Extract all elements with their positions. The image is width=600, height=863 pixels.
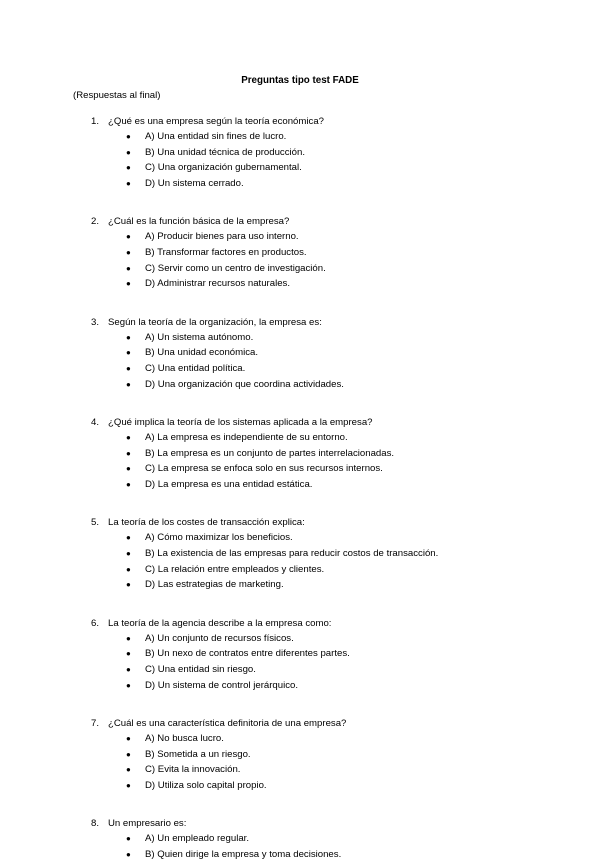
answer-option-text: A) No busca lucro.	[145, 733, 224, 745]
answer-option-text: D) Un sistema cerrado.	[145, 178, 244, 190]
answer-option	[0, 276, 600, 292]
answer-option-text: C) Servir como un centro de investigación.	[145, 262, 326, 274]
question-item	[0, 214, 600, 292]
answer-option	[0, 261, 600, 277]
question-text: ¿Qué implica la teoría de los sistemas aplicada a la empresa?	[108, 417, 373, 429]
document-title: Preguntas tipo test FADE	[241, 75, 359, 86]
answer-option	[0, 678, 600, 694]
bullet-icon: ●	[126, 448, 131, 458]
answer-option-text: A) Un conjunto de recursos físicos.	[145, 632, 294, 644]
bullet-icon: ●	[126, 549, 131, 559]
question-text: ¿Cuál es una característica definitoria de una empresa?	[108, 718, 347, 730]
question-item	[0, 415, 600, 493]
bullet-icon: ●	[126, 480, 131, 490]
question-text: La teoría de la agencia describe a la empresa como:	[108, 617, 332, 629]
bullet-icon: ●	[126, 248, 131, 258]
bullet-icon: ●	[126, 232, 131, 242]
bullet-icon: ●	[126, 765, 131, 775]
bullet-icon: ●	[126, 364, 131, 374]
bullet-icon: ●	[126, 564, 131, 574]
answer-option	[0, 345, 600, 361]
answer-option	[0, 477, 600, 493]
question-item	[0, 616, 600, 694]
answer-option	[0, 229, 600, 245]
answer-option-text: C) La relación entre empleados y clientes.	[145, 563, 325, 575]
answer-option	[0, 662, 600, 678]
question-item	[0, 716, 600, 794]
answer-option-text: C) Una organización gubernamental.	[145, 162, 302, 174]
answer-option-text: C) Evita la innovación.	[145, 764, 241, 776]
answer-option	[0, 577, 600, 593]
answer-option-text: C) Una entidad sin riesgo.	[145, 664, 256, 676]
answer-option	[0, 847, 600, 863]
answer-option	[0, 245, 600, 261]
question-line	[0, 415, 600, 430]
bullet-icon: ●	[126, 749, 131, 759]
question-text: Según la teoría de la organización, la empresa es:	[108, 316, 322, 328]
answer-option	[0, 461, 600, 477]
answer-option	[0, 446, 600, 462]
answer-option-text: A) Producir bienes para uso interno.	[145, 231, 299, 243]
answer-option	[0, 747, 600, 763]
answer-option	[0, 430, 600, 446]
question-number: 5.	[91, 517, 100, 529]
question-item	[0, 315, 600, 393]
answer-option	[0, 831, 600, 847]
answer-option-text: B) Sometida a un riesgo.	[145, 748, 251, 760]
answer-option	[0, 160, 600, 176]
bullet-icon: ●	[126, 533, 131, 543]
answer-option	[0, 778, 600, 794]
bullet-icon: ●	[126, 665, 131, 675]
bullet-icon: ●	[126, 734, 131, 744]
question-line	[0, 816, 600, 831]
answer-option-text: A) Un sistema autónomo.	[145, 331, 254, 343]
answer-option	[0, 129, 600, 145]
bullet-icon: ●	[126, 633, 131, 643]
question-line	[0, 515, 600, 530]
answer-option	[0, 546, 600, 562]
question-line	[0, 214, 600, 229]
question-number: 8.	[91, 818, 100, 830]
question-item	[0, 515, 600, 593]
bullet-icon: ●	[126, 433, 131, 443]
answer-option-text: B) La existencia de las empresas para reducir costos de transacción.	[145, 548, 439, 560]
answer-option	[0, 731, 600, 747]
question-item	[0, 114, 600, 192]
question-number: 6.	[91, 617, 100, 629]
question-item	[0, 816, 600, 862]
question-number: 1.	[91, 116, 100, 127]
answer-option-text: B) Transformar factores en productos.	[145, 247, 307, 259]
answer-option	[0, 631, 600, 647]
bullet-icon: ●	[126, 834, 131, 844]
answer-option	[0, 176, 600, 192]
bullet-icon: ●	[126, 179, 131, 189]
answer-option	[0, 145, 600, 161]
question-number: 3.	[91, 316, 100, 328]
bullet-icon: ●	[126, 649, 131, 659]
question-line	[0, 716, 600, 731]
answer-option-text: D) Una organización que coordina actividades.	[145, 378, 344, 390]
answer-option	[0, 762, 600, 778]
question-number: 7.	[91, 718, 100, 730]
question-text: Un empresario es:	[108, 818, 187, 830]
bullet-icon: ●	[126, 580, 131, 590]
question-line	[0, 315, 600, 330]
question-text: ¿Cuál es la función básica de la empresa?	[108, 216, 290, 228]
answer-option-text: B) La empresa es un conjunto de partes interrelacionadas.	[145, 447, 395, 459]
answer-option	[0, 530, 600, 546]
answer-option-text: A) Un empleado regular.	[145, 833, 249, 845]
answer-option-text: D) Utiliza solo capital propio.	[145, 780, 267, 792]
question-number: 4.	[91, 417, 100, 429]
bullet-icon: ●	[126, 464, 131, 474]
bullet-icon: ●	[126, 379, 131, 389]
bullet-icon: ●	[126, 163, 131, 173]
answer-option-text: C) Una entidad política.	[145, 363, 246, 375]
answer-option-text: A) La empresa es independiente de su entorno.	[145, 432, 348, 444]
question-line	[0, 616, 600, 631]
answer-option	[0, 377, 600, 393]
bullet-icon: ●	[126, 263, 131, 273]
answer-option-text: B) Quien dirige la empresa y toma decisiones.	[145, 849, 342, 861]
answer-option-text: D) Las estrategias de marketing.	[145, 579, 284, 591]
bullet-icon: ●	[126, 147, 131, 157]
bullet-icon: ●	[126, 132, 131, 141]
bullet-icon: ●	[126, 348, 131, 358]
answer-option	[0, 646, 600, 662]
question-list	[0, 114, 600, 863]
answer-option-text: D) Un sistema de control jerárquico.	[145, 679, 299, 691]
answer-option-text: B) Una unidad económica.	[145, 347, 259, 359]
bullet-icon: ●	[126, 781, 131, 791]
answer-option-text: A) Una entidad sin fines de lucro.	[145, 131, 287, 142]
document-subtitle: (Respuestas al final)	[73, 90, 161, 101]
answer-option-text: D) La empresa es una entidad estática.	[145, 479, 313, 491]
answer-option-text: C) La empresa se enfoca solo en sus recursos internos.	[145, 463, 383, 475]
answer-option-text: A) Cómo maximizar los beneficios.	[145, 532, 293, 544]
bullet-icon: ●	[126, 279, 131, 289]
bullet-icon: ●	[126, 680, 131, 690]
question-line	[0, 114, 600, 129]
answer-option	[0, 361, 600, 377]
bullet-icon: ●	[126, 332, 131, 342]
question-text: La teoría de los costes de transacción explica:	[108, 517, 305, 529]
bullet-icon: ●	[126, 850, 131, 860]
answer-option	[0, 562, 600, 578]
question-number: 2.	[91, 216, 100, 228]
answer-option-text: B) Una unidad técnica de producción.	[145, 146, 305, 158]
answer-option	[0, 330, 600, 346]
question-text: ¿Qué es una empresa según la teoría económica?	[108, 116, 324, 127]
answer-option-text: D) Administrar recursos naturales.	[145, 278, 291, 290]
answer-option-text: B) Un nexo de contratos entre diferentes partes.	[145, 648, 350, 660]
